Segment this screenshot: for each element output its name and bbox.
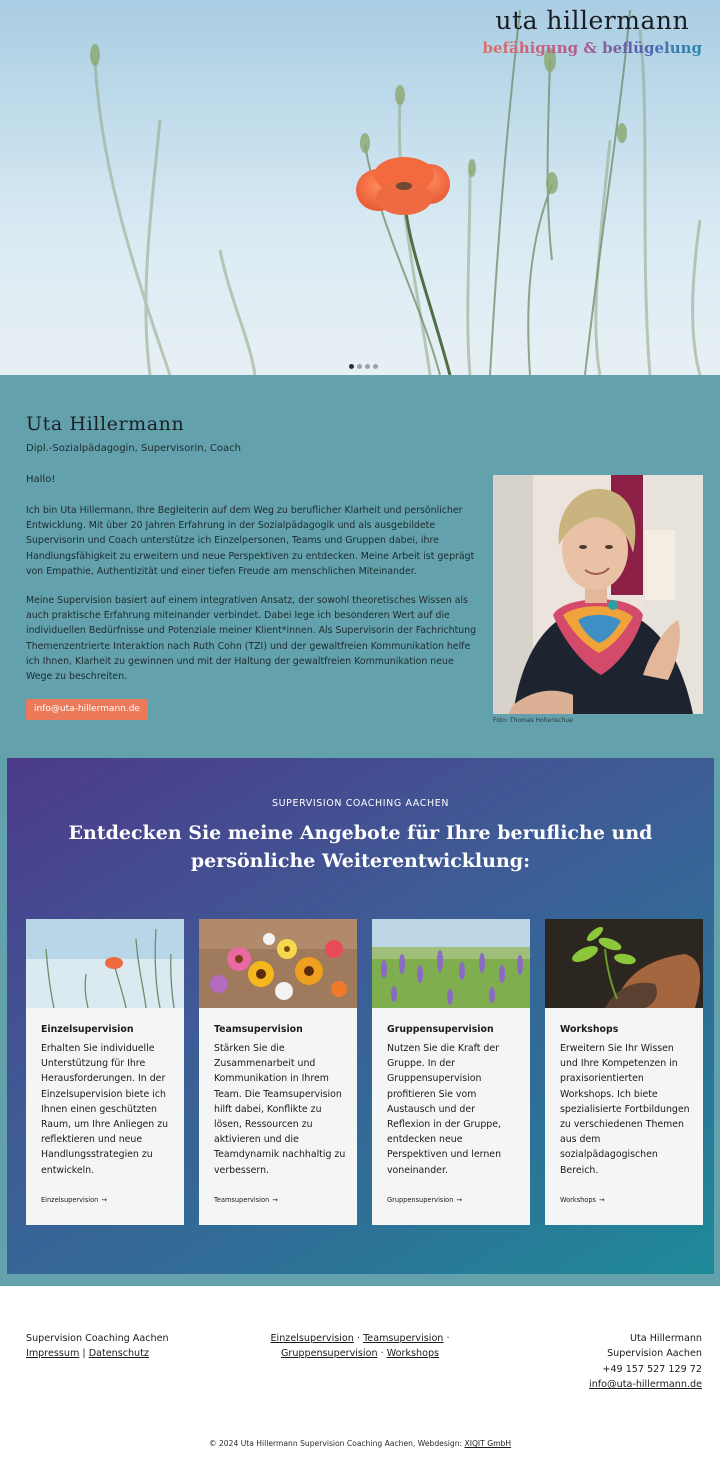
footer-separator: |: [82, 1348, 86, 1360]
about-paragraph-2: Meine Supervision basiert auf einem integrativen Ansatz, der sowohl theoretisches Wissen als auch praktische Erfahrung miteinander verbindet. Dabei lege ich besonderen Wert auf die individuellen Bedürfnisse und Potenziale meiner Klient*innen. Als Supervisorin der Fachrichtung Themenzentrierte Interaktion nach Ruth Cohn (TZI) und der gewaltfreien Kommunikation helfe ich Ihnen, Klarheit zu gewinnen und mit der Haltung der gewaltfreien Kommunikation neue Wege zu beschreiten.: [26, 595, 477, 683]
slider-dot-3[interactable]: [365, 364, 370, 369]
slider-dot-2[interactable]: [357, 364, 362, 369]
slider-dots: [349, 364, 378, 369]
footer-nav-separator: ·: [356, 1333, 360, 1344]
slider-dot-4[interactable]: [373, 364, 378, 369]
footer-nav-einzelsupervision[interactable]: Einzelsupervision: [270, 1333, 354, 1344]
footer-company: Supervision Coaching Aachen: [26, 1333, 169, 1344]
tagline-amp: &: [583, 39, 597, 57]
offer-card-einzelsupervision[interactable]: [26, 919, 184, 1225]
seedling-hands-thumbnail: [545, 919, 703, 1008]
card-title: Gruppensupervision: [387, 1024, 494, 1035]
offer-cards: [26, 919, 703, 1225]
brand-logo[interactable]: [483, 6, 703, 57]
contact-email-link[interactable]: info@uta-hillermann.de: [589, 1379, 702, 1391]
about-greeting: Hallo!: [26, 474, 56, 485]
impressum-link[interactable]: Impressum: [26, 1348, 80, 1360]
arrow-right-icon: →: [456, 1196, 462, 1204]
card-link-label: Workshops: [560, 1196, 596, 1204]
card-link-label: Gruppensupervision: [387, 1196, 454, 1204]
email-button[interactable]: info@uta-hillermann.de: [26, 699, 148, 720]
site-footer: [0, 1286, 720, 1476]
footer-nav-separator: ·: [380, 1348, 384, 1360]
card-text: Nutzen Sie die Kraft der Gruppe. In der Gruppensupervision profitieren Sie vom Austausch und der Reflexion in der Gruppe, entdecken neue Perspektiven und lernen voneinander.: [387, 1043, 502, 1176]
offer-card-workshops[interactable]: [545, 919, 703, 1225]
poppy-thumbnail: [26, 919, 184, 1008]
copyright: [0, 1439, 720, 1448]
card-link-label: Einzelsupervision: [41, 1196, 99, 1204]
footer-nav-separator: ·: [446, 1333, 450, 1344]
card-text: Erhalten Sie individuelle Unterstützung für Ihre Herausforderungen. In der Einzelsupervision biete ich Ihnen einen geschützten Raum, um Ihre Anliegen zu reflektieren und neue Handlungsstrategien zu entwickeln.: [41, 1043, 169, 1176]
arrow-right-icon: →: [101, 1196, 107, 1204]
lavender-field-thumbnail: [372, 919, 530, 1008]
brand-tagline: [483, 39, 703, 57]
tagline-part1: befähigung: [482, 39, 579, 57]
arrow-right-icon: →: [272, 1196, 278, 1204]
about-paragraph-1: Ich bin Uta Hillermann, Ihre Begleiterin auf dem Weg zu beruflicher Klarheit und persönlicher Entwicklung. Mit über 20 Jahren Erfahrung in der Sozialpädagogik und als ausgebildete Supervisorin und Coach unterstütze ich Einzelpersonen, Teams und Gruppen dabei, ihre Handlungsfähigkeit zu erweitern und neue Perspektiven zu entdecken. Meine Arbeit ist geprägt von Empathie, Authentizität und einer tiefen Freude am menschlichen Miteinander.: [26, 505, 475, 577]
footer-left: [26, 1331, 169, 1362]
footer-nav: [230, 1331, 490, 1362]
contact-phone[interactable]: +49 157 527 129 72: [602, 1363, 702, 1375]
card-title: Teamsupervision: [214, 1024, 303, 1035]
arrow-right-icon: →: [598, 1196, 605, 1204]
offers-wrapper: [0, 758, 720, 1286]
copyright-text: © 2024 Uta Hillermann Supervision Coaching Aachen, Webdesign:: [208, 1439, 465, 1448]
card-link[interactable]: [214, 1196, 278, 1204]
footer-contact: [589, 1331, 702, 1393]
card-link[interactable]: [560, 1196, 605, 1204]
webdesign-link[interactable]: XIQIT GmbH: [464, 1439, 512, 1448]
about-section: [0, 375, 720, 758]
card-link[interactable]: [387, 1196, 462, 1204]
about-subtitle: Dipl.-Sozialpädagogin, Supervisorin, Coach: [26, 443, 241, 454]
brand-name: uta hillermann: [495, 6, 690, 35]
portrait-photo: [493, 475, 703, 714]
tagline-part2: beflügelung: [602, 39, 702, 57]
contact-name: Uta Hillermann: [630, 1333, 702, 1344]
card-title: Einzelsupervision: [41, 1024, 134, 1035]
card-link-label: Teamsupervision: [214, 1196, 270, 1204]
card-text: Stärken Sie die Zusammenarbeit und Kommunikation in Ihrem Team. Die Teamsupervision hilft dabei, Konflikte zu lösen, Ressourcen zu aktivieren und die Teamdynamik nachhaltig zu verbessern.: [214, 1043, 346, 1176]
hero-slider: [0, 0, 720, 375]
card-text: Erweitern Sie Ihr Wissen und Ihre Kompetenzen in praxisorientierten Workshops. Ich biete spezialisierte Fortbildungen zu verschiedenen Themen aus dem sozialpädagogischen Bereich.: [560, 1043, 690, 1176]
offers-section: [7, 758, 714, 1274]
card-title: Workshops: [560, 1024, 619, 1035]
footer-nav-gruppensupervision[interactable]: Gruppensupervision: [280, 1348, 378, 1360]
card-link[interactable]: [41, 1196, 107, 1204]
footer-nav-teamsupervision[interactable]: Teamsupervision: [363, 1333, 444, 1344]
offers-eyebrow: SUPERVISION COACHING AACHEN: [271, 798, 450, 809]
flower-bouquet-thumbnail: [199, 919, 357, 1008]
about-heading: Uta Hillermann: [26, 413, 185, 435]
slider-dot-1[interactable]: [349, 364, 354, 369]
offers-heading: Entdecken Sie meine Angebote für Ihre berufliche und persönliche Weiterentwicklung:: [68, 822, 653, 872]
contact-company: Supervision Aachen: [607, 1348, 702, 1360]
offer-card-gruppensupervision[interactable]: [372, 919, 530, 1225]
photo-credit: Foto: Thomas Hohenschue: [493, 717, 573, 724]
offer-card-teamsupervision[interactable]: [199, 919, 357, 1225]
datenschutz-link[interactable]: Datenschutz: [88, 1348, 149, 1360]
footer-nav-workshops[interactable]: Workshops: [386, 1348, 440, 1360]
